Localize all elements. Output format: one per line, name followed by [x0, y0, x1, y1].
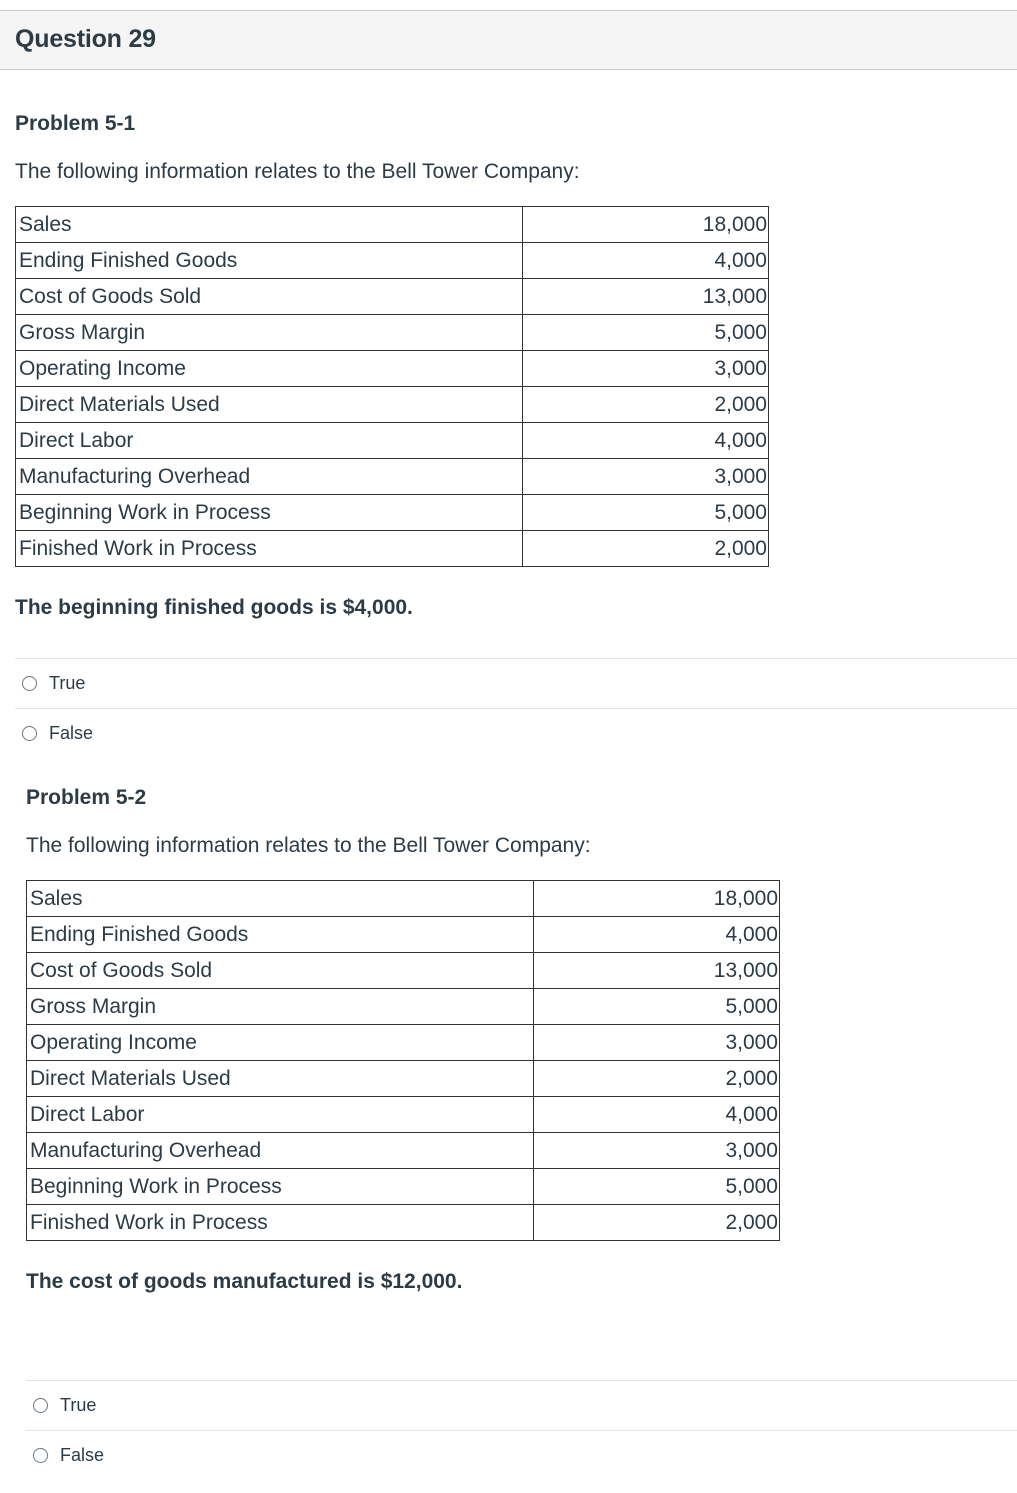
info-table	[26, 880, 780, 1241]
row-value: 2,000	[534, 1205, 780, 1241]
row-value: 18,000	[534, 881, 780, 917]
row-label: Sales	[16, 207, 523, 243]
answer-label: False	[49, 722, 94, 743]
row-value: 3,000	[523, 459, 769, 495]
row-label: Finished Work in Process	[27, 1205, 534, 1241]
row-value: 5,000	[534, 989, 780, 1025]
radio-button[interactable]	[33, 1398, 48, 1413]
info-table	[15, 206, 769, 567]
table-row	[16, 207, 769, 243]
table-row	[16, 279, 769, 315]
answer-label: True	[49, 672, 86, 693]
radio-button[interactable]	[22, 726, 37, 741]
row-value: 2,000	[523, 531, 769, 567]
row-label: Operating Income	[16, 351, 523, 387]
table-row	[16, 243, 769, 279]
row-value: 2,000	[534, 1061, 780, 1097]
answer-option-false[interactable]	[15, 708, 1017, 757]
row-value: 3,000	[534, 1025, 780, 1061]
answer-label: False	[60, 1444, 105, 1465]
row-label: Operating Income	[27, 1025, 534, 1061]
table-row	[27, 1097, 780, 1133]
problem-intro: The following information relates to the Bell Tower Company:	[15, 160, 580, 183]
table-row	[27, 1133, 780, 1169]
row-value: 3,000	[523, 351, 769, 387]
row-label: Gross Margin	[27, 989, 534, 1025]
question-statement: The beginning finished goods is $4,000.	[15, 596, 413, 619]
radio-button[interactable]	[33, 1448, 48, 1463]
question-title: Question 29	[15, 25, 156, 53]
answer-option-true[interactable]	[15, 658, 1017, 707]
problem-title: Problem 5-1	[15, 112, 136, 135]
row-label: Sales	[27, 881, 534, 917]
row-label: Ending Finished Goods	[27, 917, 534, 953]
question-header	[0, 10, 1017, 70]
row-label: Finished Work in Process	[16, 531, 523, 567]
table-row	[27, 1025, 780, 1061]
radio-button[interactable]	[22, 676, 37, 691]
problem-intro: The following information relates to the Bell Tower Company:	[26, 834, 591, 857]
table-row	[16, 387, 769, 423]
row-value: 4,000	[534, 1097, 780, 1133]
table-row	[27, 881, 780, 917]
row-label: Gross Margin	[16, 315, 523, 351]
table-row	[27, 989, 780, 1025]
table-row	[16, 315, 769, 351]
table-row	[27, 1205, 780, 1241]
row-value: 5,000	[523, 315, 769, 351]
table-row	[16, 351, 769, 387]
row-label: Direct Materials Used	[16, 387, 523, 423]
table-row	[27, 1169, 780, 1205]
row-label: Direct Labor	[27, 1097, 534, 1133]
table-row	[16, 531, 769, 567]
table-row	[16, 423, 769, 459]
row-value: 13,000	[523, 279, 769, 315]
row-label: Manufacturing Overhead	[16, 459, 523, 495]
row-value: 3,000	[534, 1133, 780, 1169]
table-row	[27, 1061, 780, 1097]
row-value: 13,000	[534, 953, 780, 989]
row-value: 18,000	[523, 207, 769, 243]
question-statement: The cost of goods manufactured is $12,000.	[26, 1270, 463, 1293]
row-label: Direct Labor	[16, 423, 523, 459]
row-label: Cost of Goods Sold	[27, 953, 534, 989]
row-value: 4,000	[523, 423, 769, 459]
row-label: Direct Materials Used	[27, 1061, 534, 1097]
row-label: Manufacturing Overhead	[27, 1133, 534, 1169]
answer-option-true[interactable]	[26, 1380, 1017, 1429]
row-value: 4,000	[523, 243, 769, 279]
row-value: 2,000	[523, 387, 769, 423]
table-row	[27, 917, 780, 953]
row-value: 5,000	[534, 1169, 780, 1205]
table-row	[16, 495, 769, 531]
row-label: Cost of Goods Sold	[16, 279, 523, 315]
problem-title: Problem 5-2	[26, 786, 147, 809]
table-row	[27, 953, 780, 989]
row-label: Ending Finished Goods	[16, 243, 523, 279]
answer-option-false[interactable]	[26, 1430, 1017, 1479]
answer-label: True	[60, 1394, 97, 1415]
row-value: 5,000	[523, 495, 769, 531]
table-row	[16, 459, 769, 495]
row-label: Beginning Work in Process	[27, 1169, 534, 1205]
row-label: Beginning Work in Process	[16, 495, 523, 531]
row-value: 4,000	[534, 917, 780, 953]
